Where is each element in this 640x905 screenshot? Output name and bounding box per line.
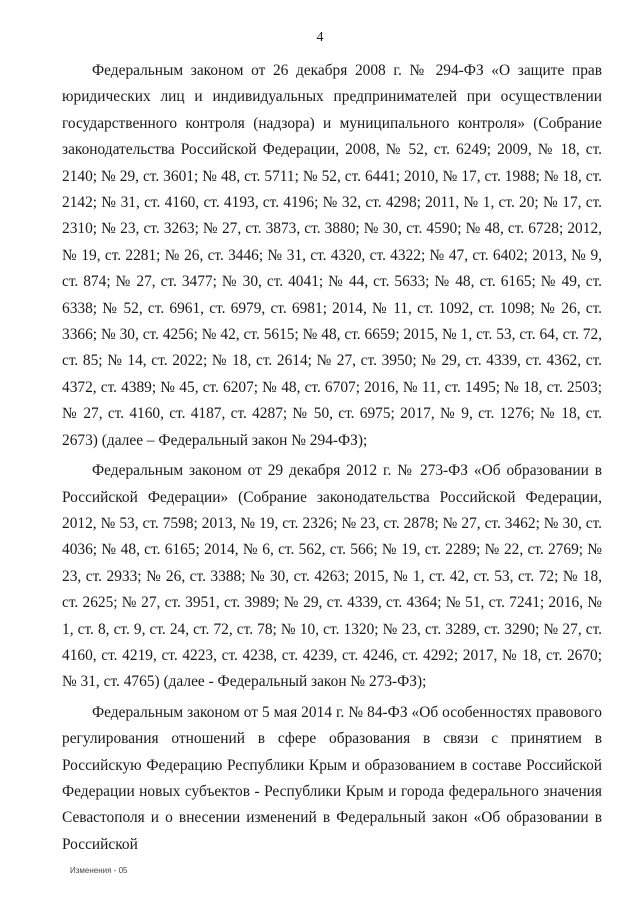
footer-revision-note: Изменения - 05 bbox=[70, 866, 128, 875]
page-number: 4 bbox=[316, 30, 324, 45]
paragraph-law-84-fz: Федеральным законом от 5 мая 2014 г. № 84-ФЗ «Об особенностях правового регулирования отношений в сфере образования в связи с принятием в Российскую Федерацию Республики Крым и образованием в составе Российской Федерации новых субъектов - Республики Крым и города федерального значения Севастополя и о внесении изменений в Федеральный закон «Об образовании в Российской bbox=[62, 703, 602, 853]
paragraph-law-273-fz: Федеральным законом от 29 декабря 2012 г. № 273-ФЗ «Об образовании в Российской Федерации» (Собрание законодательства Российской Федерации, 2012, № 53, ст. 7598; 2013, № 19, ст. 2326; № 23, ст. 2878; № 27, ст. 3462; № 30, ст. 4036; № 48, ст. 6165; 2014, № 6, ст. 562, ст. 566; № 19, ст. 2289; № 22, ст. 2769; № 23, ст. 2933; № 26, ст. 3388; № 30, ст. 4263; 2015, № 1, ст. 42, ст. 53, ст. 72; № 18, ст. 2625; № 27, ст. 3951, ст. 3989; № 29, ст. 4339, ст. 4364; № 51, ст. 7241; 2016, № 1, ст. 8, ст. 9, ст. 24, ст. 72, ст. 78; № 10, ст. 1320; № 23, ст. 3289, ст. 3290; № 27, ст. 4160, ст. 4219, ст. 4223, ст. 4238, ст. 4239, ст. 4246, ст. 4292; 2017, № 18, ст. 2670; № 31, ст. 4765) (далее - Федеральный закон № 273-ФЗ); bbox=[62, 462, 602, 691]
paragraph-law-294-fz: Федеральным законом от 26 декабря 2008 г. № 294-ФЗ «О защите прав юридических лиц и индивидуальных предпринимателей при осуществлении государственного контроля (надзора) и муниципального контроля» (Собрание законодательства Российской Федерации, 2008, № 52, ст. 6249; 2009, № 18, ст. 2140; № 29, ст. 3601; № 48, ст. 5711; № 52, ст. 6441; 2010, № 17, ст. 1988; № 18, ст. 2142; № 31, ст. 4160, ст. 4193, ст. 4196; № 32, ст. 4298; 2011, № 1, ст. 20; № 17, ст. 2310; № 23, ст. 3263; № 27, ст. 3873, ст. 3880; № 30, ст. 4590; № 48, ст. 6728; 2012, № 19, ст. 2281; № 26, ст. 3446; № 31, ст. 4320, ст. 4322; № 47, ст. 6402; 2013, № 9, ст. 874; № 27, ст. 3477; № 30, ст. 4041; № 44, ст. 5633; № 48, ст. 6165; № 49, ст. 6338; № 52, ст. 6961, ст. 6979, ст. 6981; 2014, № 11, ст. 1092, ст. 1098; № 26, ст. 3366; № 30, ст. 4256; № 42, ст. 5615; № 48, ст. 6659; 2015, № 1, ст. 53, ст. 64, ст. 72, ст. 85; № 14, ст. 2022; № 18, ст. 2614; № 27, ст. 3950; № 29, ст. 4339, ст. 4362, ст. 4372, ст. 4389; № 45, ст. 6207; № 48, ст. 6707; 2016, № 11, ст. 1495; № 18, ст. 2503; № 27, ст. 4160, ст. 4187, ст. 4287; № 50, ст. 6975; 2017, № 9, ст. 1276; № 18, ст. 2673) (далее – Федеральный закон № 294-ФЗ); bbox=[62, 62, 602, 449]
document-body bbox=[62, 58, 602, 862]
